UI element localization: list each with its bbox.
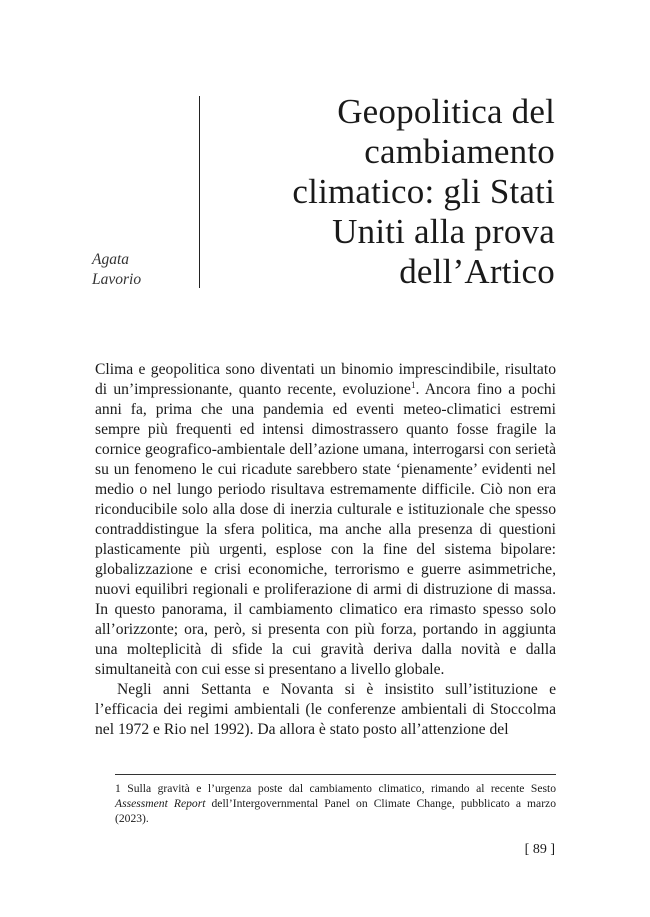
footnote-text-b: dell’Intergovernmental Panel on Climate Change, pubblicato a marzo (2023). bbox=[115, 797, 557, 825]
author-name bbox=[92, 250, 141, 290]
author-last-name: Lavorio bbox=[92, 271, 142, 288]
paragraph-2: Negli anni Settanta e Novanta si è insistito sull’istituzione e l’efficacia dei regimi ambientali (le conferenze ambientali di Stoccolma nel 1972 e Rio nel 1992). Da allora è stato posto all’attenzione del bbox=[95, 681, 556, 738]
title-divider bbox=[199, 96, 200, 288]
footnote-separator bbox=[115, 774, 556, 775]
title-line: Uniti alla prova bbox=[332, 212, 555, 251]
title-line: dell’Artico bbox=[399, 252, 555, 291]
page-number: [ 89 ] bbox=[524, 842, 555, 857]
chapter-title bbox=[215, 92, 555, 292]
paragraph-1-text-b: . Ancora fino a pochi anni fa, prima che una pandemia ed eventi meteo-climatici estremi sempre più frequenti ed intensi dimostrassero quanto fosse fragile la cornice geografico-ambientale dell’azione umana, interrogarsi con serietà su un fenomeno le cui ricadute sarebbero state ‘pienamente’ evidenti nel medio o nel lungo periodo risultava estremamente difficile. Ciò non era riconducibile solo alla dose di inerzia culturale e istituzionale che spesso contraddistingue la sfera politica, ma anche alla presenza di questioni plasticamente più urgenti, esplose con la fine del sistema bipolare: globalizzazione e crisi economiche, terrorismo e guerre asimmetriche, nuovi equilibri regionali e proliferazione di armi di distruzione di massa. In questo panorama, il cambiamento climatico era rimasto spesso solo all’orizzonte; ora, però, si presenta con più forza, portando in aggiunta una molteplicità di sfide la cui gravità deriva dalla novità e dalla simultaneità con cui esse si presentano a livello globale. bbox=[95, 381, 556, 678]
paragraph-1-text-a: Clima e geopolitica sono diventati un binomio imprescindibile, risultato di un’impressionante, quanto recente, evoluzione bbox=[95, 361, 556, 398]
title-line: Geopolitica del bbox=[337, 92, 555, 131]
footnote bbox=[115, 781, 556, 826]
footnote-number: 1 bbox=[115, 782, 121, 795]
author-first-name: Agata bbox=[92, 251, 130, 268]
paragraph-1 bbox=[95, 360, 556, 680]
footnote-italic-title: Assessment Report bbox=[115, 797, 206, 810]
footnote-text-a: Sulla gravità e l’urgenza poste dal cambiamento climatico, rimando al recente Sesto bbox=[120, 782, 556, 795]
title-line: cambiamento bbox=[364, 132, 555, 171]
footnote-reference: 1 bbox=[410, 379, 416, 390]
title-line: climatico: gli Stati bbox=[292, 172, 555, 211]
body-text bbox=[95, 360, 556, 740]
